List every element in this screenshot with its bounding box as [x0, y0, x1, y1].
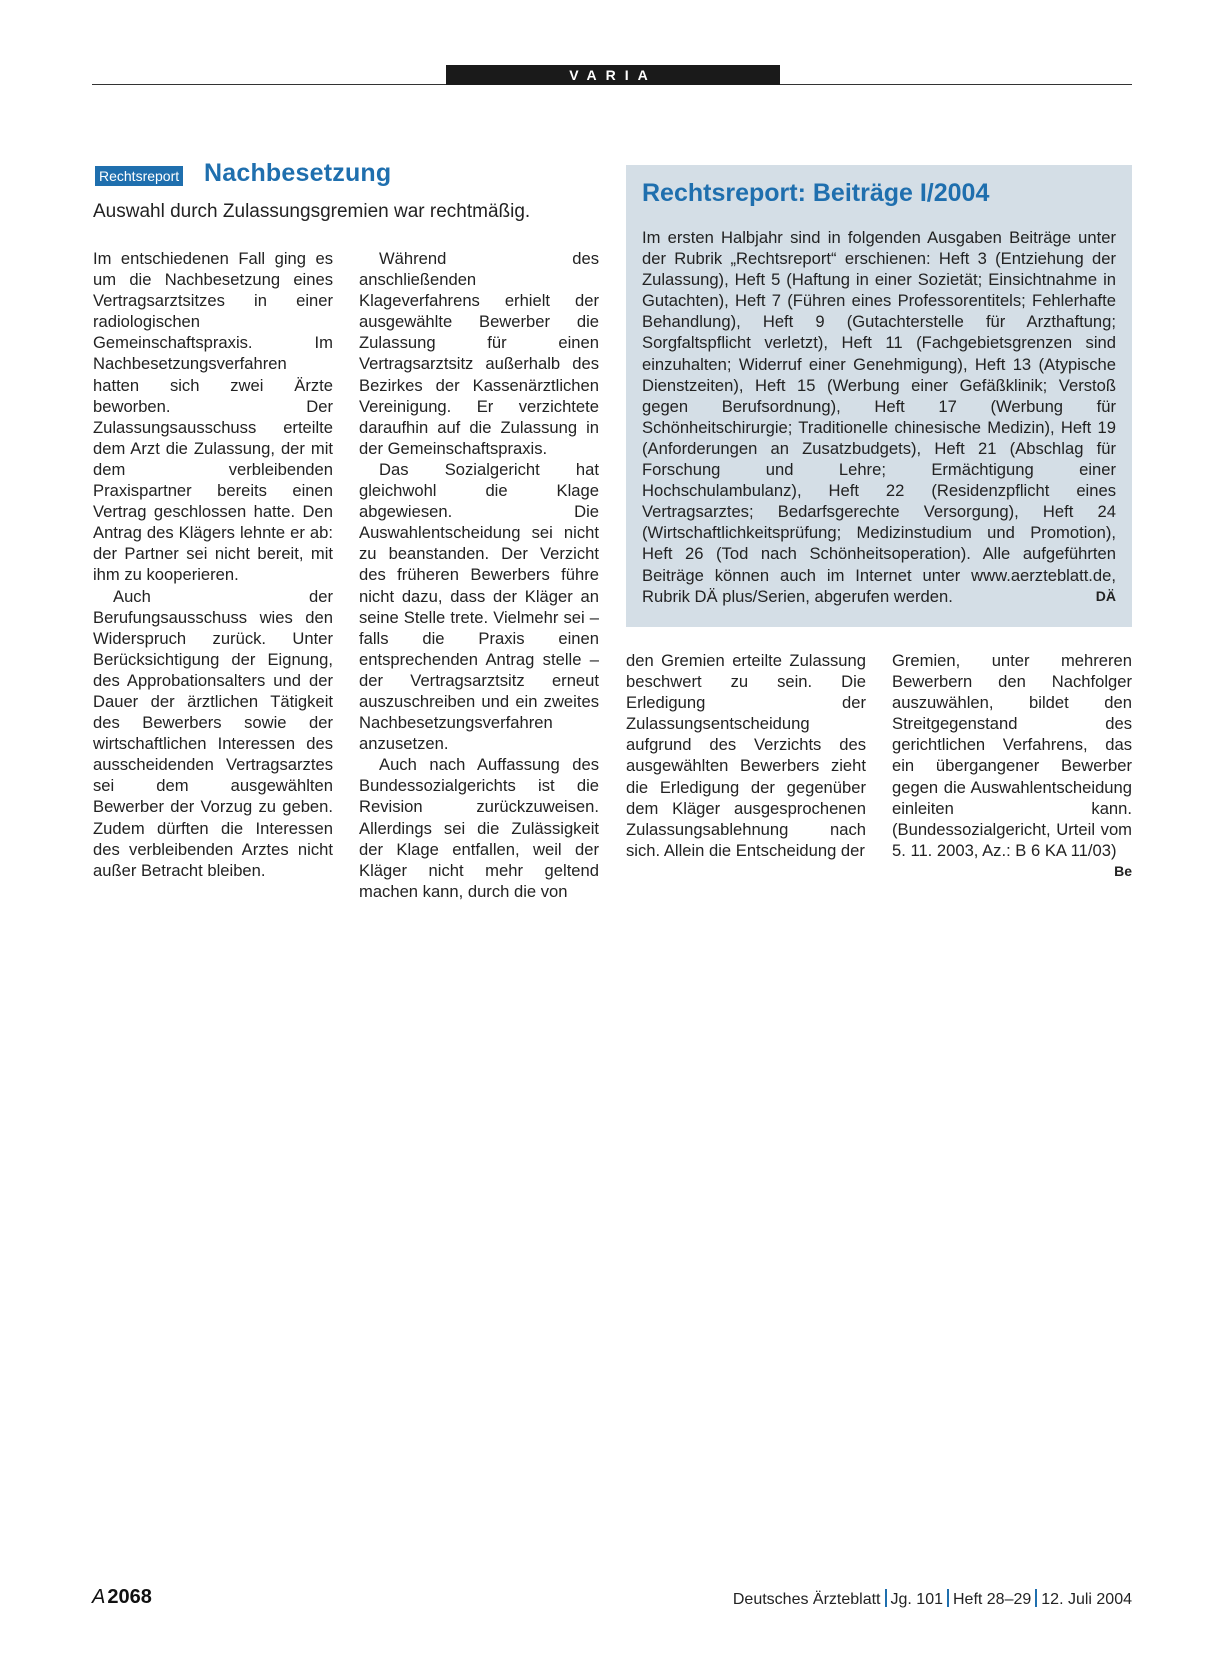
- paragraph: Im entschiedenen Fall ging es um die Nachbesetzung eines Vertragsarztsitzes in einer radiologischen Gemeinschaftspraxis. Im Nachbesetzungsverfahren hatten sich zwei Ärzte beworben. Der Zulassungsausschuss erteilte dem Arzt die Zulassung, der mit dem verbleibenden Praxispartner bereits einen Vertrag geschlossen hatte. Den Antrag des Klägers lehnte er ab: der Partner sei nicht bereit, mit ihm zu kooperieren.: [93, 249, 333, 585]
- issue: Heft 28–29: [952, 1591, 1032, 1608]
- separator: [1035, 1589, 1037, 1607]
- article-subtitle: Auswahl durch Zulassungsgremien war rechtmäßig.: [93, 201, 531, 222]
- page-number: [92, 1586, 152, 1609]
- page-prefix: A: [92, 1586, 106, 1608]
- page-number-value: 2068: [107, 1586, 152, 1608]
- sidebar-title: Rechtsreport: Beiträge I/2004: [642, 179, 990, 207]
- separator: [885, 1589, 887, 1607]
- volume: Jg. 101: [890, 1591, 943, 1608]
- paragraph: Auch nach Auffassung des Bundessozialgerichts ist die Revision zurückzuweisen. Allerdings sei die Zulässigkeit der Klage entfallen, weil der Kläger nicht mehr geltend machen kann, durch die von: [359, 755, 599, 901]
- sidebar-box: [626, 165, 1132, 627]
- article-column-1: [93, 248, 333, 881]
- rubric-badge: Rechtsreport: [95, 166, 183, 186]
- sidebar-signature: DÄ: [1095, 587, 1116, 604]
- article-column-2: [359, 248, 599, 902]
- paragraph: den Gremien erteilte Zulassung beschwert zu sein. Die Erledigung der Zulassungsentscheidung aufgrund des Verzichts des ausgewählten Bewerbers zieht die Erledigung der gegenüber dem Kläger ausgesprochenen Zulassungsablehnung nach sich. Allein die Entscheidung der: [626, 651, 866, 860]
- paragraph: Das Sozialgericht hat gleichwohl die Klage abgewiesen. Die Auswahlentscheidung sei nicht zu beanstanden. Der Verzicht des früheren Bewerbers führe nicht dazu, dass der Kläger an seine Stelle trete. Vielmehr sei – falls die Praxis einen entsprechenden Antrag stelle – der Vertragsarztsitz erneut auszuschreiben und ein zweites Nachbesetzungsverfahren anzusetzen.: [359, 459, 599, 754]
- separator: [947, 1589, 949, 1607]
- journal-name: Deutsches Ärzteblatt: [732, 1591, 881, 1608]
- sidebar-text: Im ersten Halbjahr sind in folgenden Ausgaben Beiträge unter der Rubrik „Rechtsreport“ erschienen: Heft 3 (Entziehung der Zulassung), Heft 5 (Haftung in einer Sozietät; Einsichtnahme in Gutachten), Heft 7 (Führen eines Professorentitels; Fehlerhafte Behandlung), Heft 9 (Gutachterstelle für Arzthaftung; Sorgfaltspflicht verletzt), Heft 11 (Fachgebietsgrenzen sind einzuhalten; Widerruf einer Genehmigung), Heft 13 (Atypische Dienstzeiten), Heft 15 (Werbung einer Gefäßklinik; Verstoß gegen Berufsordnung), Heft 17 (Werbung für Schönheitschirurgie; Traditionelle chinesische Medizin), Heft 19 (Anforderungen an Zusatzbudgets), Heft 21 (Abschlag für Forschung und Lehre; Ermächtigung einer Hochschulambulanz), Heft 22 (Residenzpflicht eines Vertragsarztes; Bedarfsgerechte Versorgung), Heft 24 (Wirtschaftlichkeitsprüfung; Medizinstudium und Promotion), Heft 26 (Tod nach Schönheitsoperation). Alle aufgeführten Beiträge können auch im Internet unter www.aerzteblatt.de, Rubrik DÄ plus/Serien, abgerufen werden.: [642, 228, 1116, 606]
- paragraph: Während des anschließenden Klageverfahrens erhielt der ausgewählte Bewerber die Zulassung für einen Vertragsarztsitz außerhalb des Bezirkes der Kassenärztlichen Vereinigung. Er verzichtete daraufhin auf die Zulassung in der Gemeinschaftspraxis.: [359, 249, 599, 458]
- author-signature: Be: [1114, 862, 1132, 879]
- article-column-4: [892, 650, 1132, 882]
- paragraph-text: Gremien, unter mehreren Bewerbern den Nachfolger auszuwählen, bildet den Streitgegenstand des gerichtlichen Verfahrens, das ein übergangener Bewerber gegen die Auswahlentscheidung einleiten kann. (Bundessozialgericht, Urteil vom 5. 11. 2003, Az.: B 6 KA 11/03): [892, 651, 1132, 860]
- paragraph: Auch der Berufungsausschuss wies den Widerspruch zurück. Unter Berücksichtigung der Eignung, des Approbationsalters und der Dauer der ärztlichen Tätigkeit des Bewerbers sowie der wirtschaftlichen Interessen des ausscheidenden Vertragsarztes sei dem ausgewählten Bewerber der Vorzug zu geben. Zudem dürften die Interessen des verbleibenden Arztes nicht außer Betracht bleiben.: [93, 586, 333, 880]
- publication-info: [733, 1589, 1132, 1609]
- section-label: VARIA: [446, 65, 780, 85]
- article-title: Nachbesetzung: [204, 159, 392, 187]
- paragraph: [892, 650, 1132, 879]
- sidebar-body: [642, 227, 1116, 607]
- article-column-3: [626, 650, 866, 861]
- date: 12. Juli 2004: [1041, 1591, 1132, 1608]
